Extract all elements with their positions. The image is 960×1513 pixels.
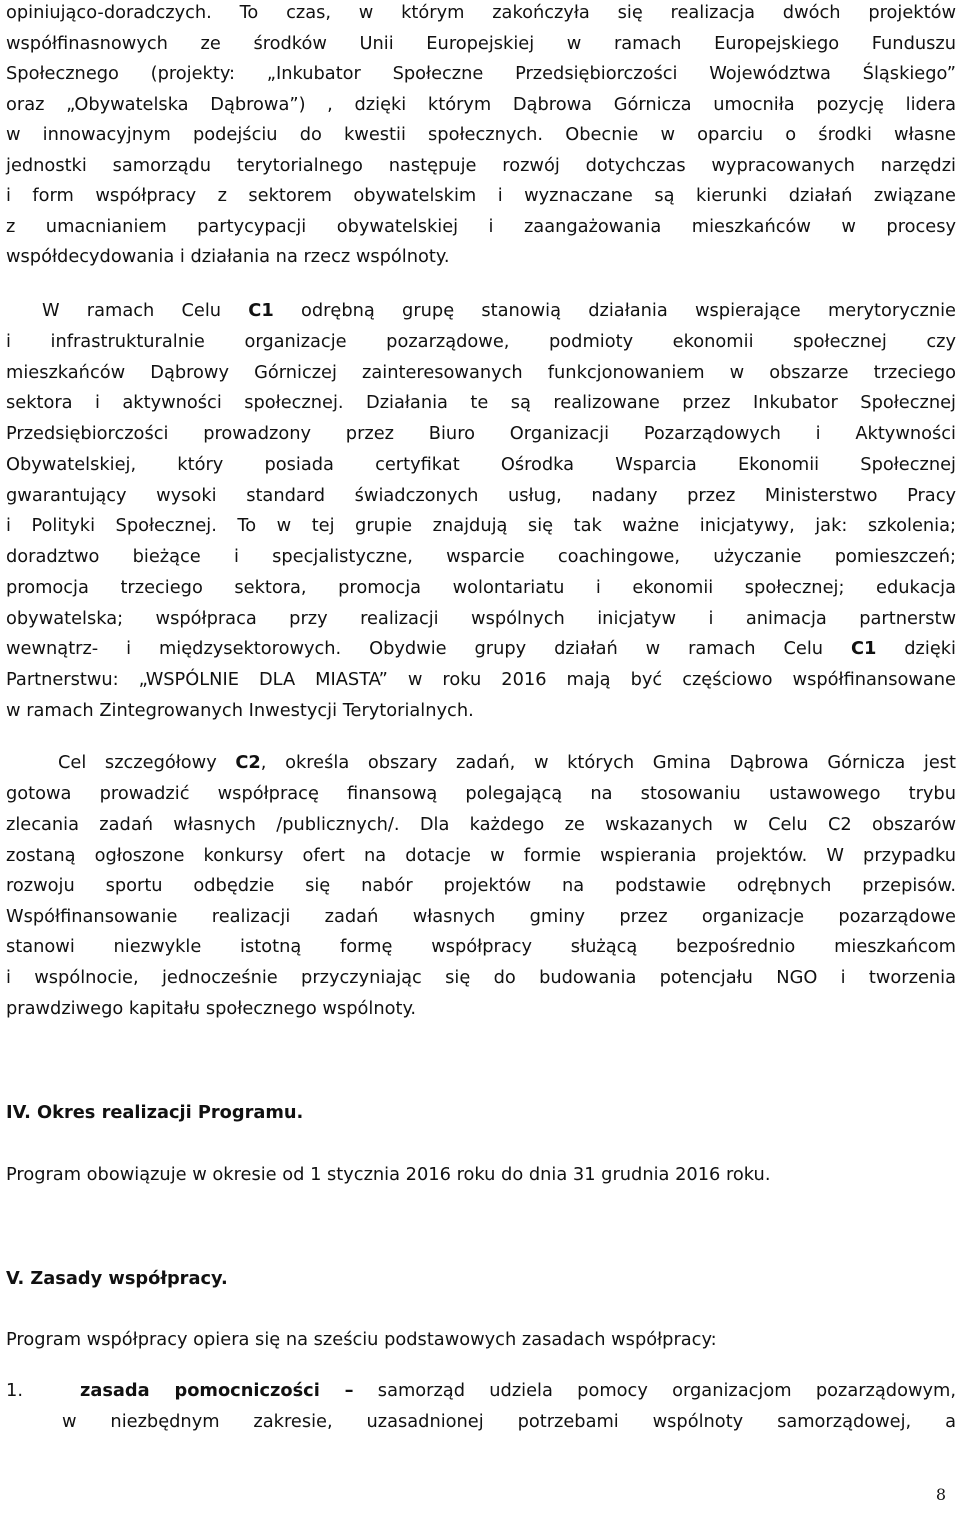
section-4-heading: IV. Okres realizacji Programu.: [6, 1102, 304, 1123]
paragraph-2-line: w ramach Zintegrowanych Inwestycji Terytorialnych.: [6, 700, 474, 721]
paragraph-2-line: promocja trzeciego sektora, promocja wolontariatu i ekonomii społecznej; edukacja: [6, 577, 956, 598]
paragraph-3-line: gotowa prowadzić współpracę finansową polegającą na stosowaniu ustawowego trybu: [6, 783, 956, 804]
paragraph-2-line: wewnątrz- i międzysektorowych. Obydwie grupy działań w ramach Celu C1 dzięki: [6, 638, 956, 659]
paragraph-1-line: i form współpracy z sektorem obywatelskim i wyznaczane są kierunki działań związane: [6, 185, 956, 206]
section-5-intro: Program współpracy opiera się na sześciu podstawowych zasadach współpracy:: [6, 1329, 717, 1350]
goal-code-c1: C1: [850, 638, 877, 659]
paragraph-2-line: Przedsiębiorczości prowadzony przez Biuro Organizacji Pozarządowych i Aktywności: [6, 423, 956, 444]
paragraph-2-line: obywatelska; współpraca przy realizacji wspólnych inicjatyw i animacja partnerstw: [6, 608, 956, 629]
paragraph-2-line: mieszkańców Dąbrowy Górniczej zainteresowanych funkcjonowaniem w obszarze trzeciego: [6, 362, 956, 383]
list-item-1: zasada pomocniczości – samorząd udziela pomocy organizacjom pozarządowym,: [80, 1380, 956, 1401]
goal-code-c1: C1: [248, 300, 274, 321]
paragraph-1-line: Społecznego (projekty: „Inkubator Społeczne Przedsiębiorczości Województwa Śląskiego”: [6, 63, 956, 84]
paragraph-1-line: jednostki samorządu terytorialnego następuje rozwój dotychczas wypracowanych narzędzi: [6, 155, 956, 176]
paragraph-3-line: stanowi niezwykle istotną formę współpracy służącą bezpośrednio mieszkańcom: [6, 936, 956, 957]
paragraph-1-line: z umacnianiem partycypacji obywatelskiej i zaangażowania mieszkańców w procesy: [6, 216, 956, 237]
paragraph-2-first-line: W ramach Celu C1 odrębną grupę stanowią działania wspierające merytorycznie: [42, 300, 956, 321]
paragraph-2-line: Partnerstwu: „WSPÓLNIE DLA MIASTA” w roku 2016 mają być częściowo współfinansowane: [6, 669, 956, 690]
paragraph-2-line: doradztwo bieżące i specjalistyczne, wsparcie coachingowe, użyczanie pomieszczeń;: [6, 546, 956, 567]
page-number: 8: [935, 1485, 946, 1504]
list-item-number: 1.: [6, 1380, 23, 1401]
paragraph-3-line: zlecania zadań własnych /publicznych/. Dla każdego ze wskazanych w Celu C2 obszarów: [6, 814, 956, 835]
section-5-heading: V. Zasady współpracy.: [6, 1268, 228, 1289]
paragraph-1-line: opiniująco-doradczych. To czas, w którym zakończyła się realizacja dwóch projektów: [6, 2, 956, 23]
list-item-1-continuation: w niezbędnym zakresie, uzasadnionej potrzebami wspólnoty samorządowej, a: [62, 1411, 956, 1432]
paragraph-2-line: i Polityki Społecznej. To w tej grupie znajdują się tak ważne inicjatywy, jak: szkolenia;: [6, 515, 956, 536]
paragraph-3-line: Współfinansowanie realizacji zadań własnych gminy przez organizacje pozarządowe: [6, 906, 956, 927]
list-item-term: zasada pomocniczości –: [80, 1380, 354, 1401]
paragraph-2-line: sektora i aktywności społecznej. Działania te są realizowane przez Inkubator Społecznej: [6, 392, 956, 413]
paragraph-3-first-line: Cel szczegółowy C2, określa obszary zadań, w których Gmina Dąbrowa Górnicza jest: [58, 752, 956, 773]
paragraph-1-line: w innowacyjnym podejściu do kwestii społecznych. Obecnie w oparciu o środki własne: [6, 124, 956, 145]
paragraph-3-line: rozwoju sportu odbędzie się nabór projektów na podstawie odrębnych przepisów.: [6, 875, 956, 896]
paragraph-2-line: Obywatelskiej, który posiada certyfikat Ośrodka Wsparcia Ekonomii Społecznej: [6, 454, 956, 475]
goal-code-c2: C2: [235, 752, 261, 773]
paragraph-2-line: i infrastrukturalnie organizacje pozarządowe, podmioty ekonomii społecznej czy: [6, 331, 956, 352]
paragraph-2-line: gwarantujący wysoki standard świadczonych usług, nadany przez Ministerstwo Pracy: [6, 485, 956, 506]
paragraph-3-line: zostaną ogłoszone konkursy ofert na dotacje w formie wspierania projektów. W przypadku: [6, 845, 956, 866]
paragraph-1-line: współdecydowania i działania na rzecz wspólnoty.: [6, 246, 450, 267]
paragraph-3-line: prawdziwego kapitału społecznego wspólnoty.: [6, 998, 417, 1019]
paragraph-1-line: współfinasnowych ze środków Unii Europejskiej w ramach Europejskiego Funduszu: [6, 33, 956, 54]
paragraph-3-line: i wspólnocie, jednocześnie przyczyniając się do budowania potencjału NGO i tworzenia: [6, 967, 956, 988]
paragraph-1-line: oraz „Obywatelska Dąbrowa”) , dzięki którym Dąbrowa Górnicza umocniła pozycję lidera: [6, 94, 956, 115]
section-4-text: Program obowiązuje w okresie od 1 stycznia 2016 roku do dnia 31 grudnia 2016 roku.: [6, 1164, 771, 1185]
